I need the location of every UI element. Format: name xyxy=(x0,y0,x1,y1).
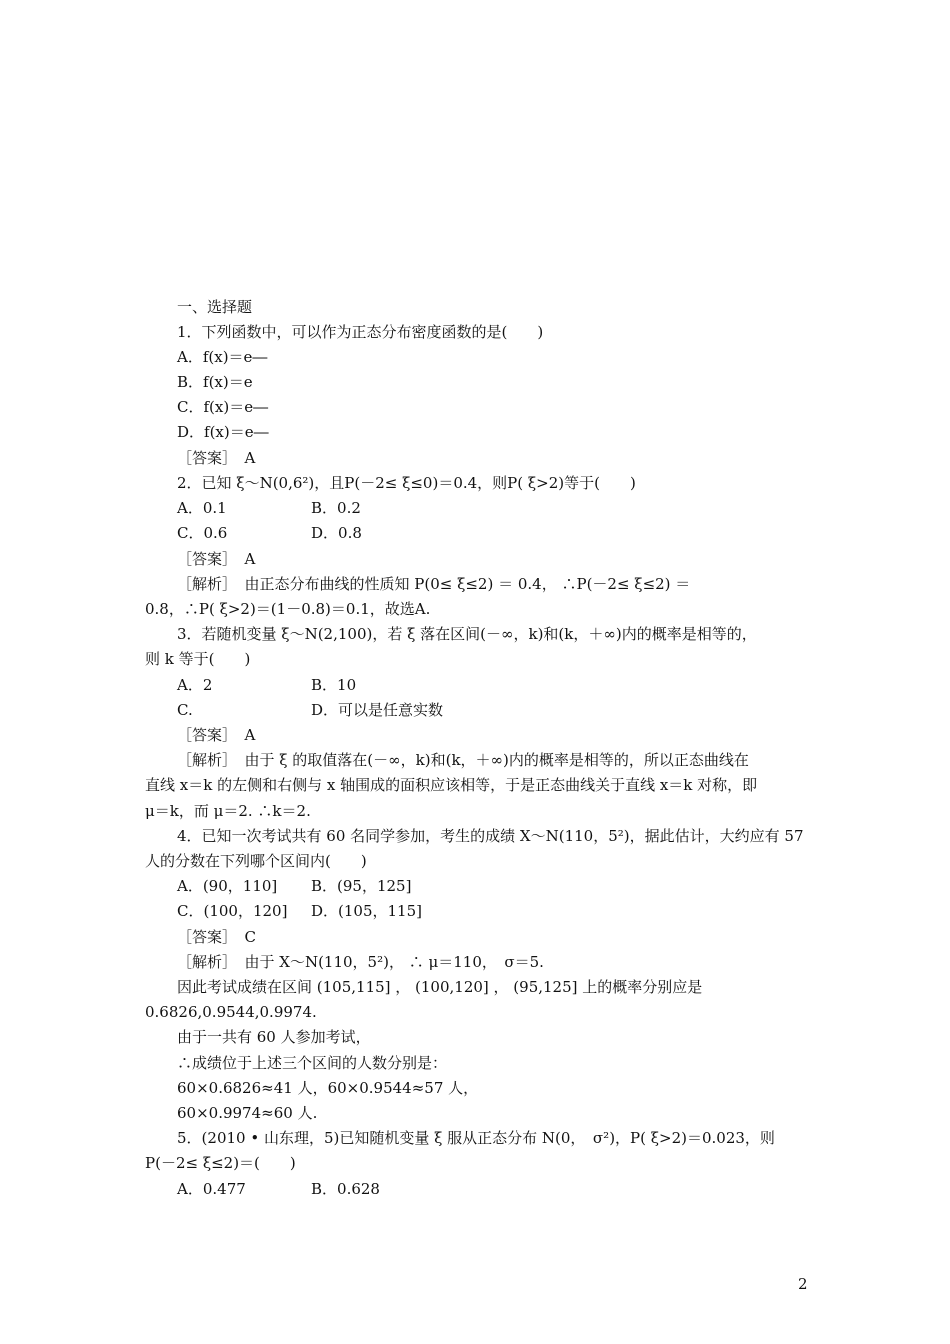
question-3-analysis-line-3: μ＝k，而 μ＝2. ∴k＝2. xyxy=(145,802,311,820)
question-3-analysis-line-1: ［解析］ 由于 ξ 的取值落在(－∞，k)和(k，＋∞)内的概率是相等的，所以正态曲线在 xyxy=(177,751,749,769)
question-2-option-d: D．0.8 xyxy=(311,524,362,542)
question-4-answer: ［答案］ C xyxy=(177,928,256,946)
question-5-stem-line-2: P(－2≤ ξ≤2)＝( ) xyxy=(145,1154,296,1172)
question-4-options-row-2 xyxy=(177,901,422,921)
question-4-analysis-line-5: ∴成绩位于上述三个区间的人数分别是： xyxy=(177,1054,448,1072)
question-2-option-a: A．0.1 xyxy=(177,499,227,517)
question-3-option-d: D．可以是任意实数 xyxy=(311,701,444,719)
question-1-stem: 1．下列函数中，可以作为正态分布密度函数的是( ) xyxy=(177,323,544,341)
question-5-stem-line-1: 5．(2010 • 山东理，5)已知随机变量 ξ 服从正态分布 N(0， σ²)，P( ξ>2)＝0.023，则 xyxy=(177,1129,775,1147)
question-2-option-b: B．0.2 xyxy=(311,499,361,517)
question-4-analysis-line-2: 因此考试成绩在区间 (105,115] ， (100,120] ， (95,125] 上的概率分别应是 xyxy=(177,978,703,996)
question-4-stem-line-1: 4．已知一次考试共有 60 名同学参加，考生的成绩 X～N(110，5²)，据此估计，大约应有 57 xyxy=(177,827,804,845)
question-5-options-row-1 xyxy=(177,1179,380,1199)
question-2-options-row-1 xyxy=(177,498,361,518)
question-3-option-a: A．2 xyxy=(177,676,213,694)
question-4-analysis-line-4: 由于一共有 60 人参加考试， xyxy=(177,1028,371,1046)
question-3-option-c: C. xyxy=(177,701,193,719)
question-5-option-b: B．0.628 xyxy=(311,1180,380,1198)
question-1-option-b: B．f(x)＝e xyxy=(177,373,253,391)
question-4-analysis-line-6: 60×0.6826≈41 人，60×0.9544≈57 人， xyxy=(177,1079,479,1097)
question-4-options-row-1 xyxy=(177,876,412,896)
question-2-stem: 2．已知 ξ～N(0,6²)，且P(－2≤ ξ≤0)＝0.4，则P( ξ>2)等于( ) xyxy=(177,474,636,492)
question-3-stem-line-1: 3．若随机变量 ξ～N(2,100)，若 ξ 落在区间(－∞，k)和(k，＋∞)内的概率是相等的， xyxy=(177,625,757,643)
question-1-option-d: D．f(x)＝e― xyxy=(177,423,269,441)
question-2-options-row-2 xyxy=(177,523,362,543)
question-4-option-b: B．(95，125] xyxy=(311,877,412,895)
question-5-option-a: A．0.477 xyxy=(177,1180,246,1198)
question-3-option-b: B．10 xyxy=(311,676,357,694)
question-1-answer: ［答案］ A xyxy=(177,449,256,467)
question-2-analysis-line-2: 0.8，∴P( ξ>2)＝(1－0.8)＝0.1，故选A. xyxy=(145,600,431,618)
question-1-option-c: C．f(x)＝e― xyxy=(177,398,269,416)
question-4-option-d: D．(105，115] xyxy=(311,902,422,920)
question-3-options-row-2 xyxy=(177,700,444,720)
question-4-stem-line-2: 人的分数在下列哪个区间内( ) xyxy=(145,852,367,870)
question-2-option-c: C．0.6 xyxy=(177,524,228,542)
question-4-analysis-line-7: 60×0.9974≈60 人. xyxy=(177,1104,318,1122)
question-3-answer: ［答案］ A xyxy=(177,726,256,744)
question-3-options-row-1 xyxy=(177,675,357,695)
section-title: 一、选择题 xyxy=(177,298,253,316)
question-2-analysis-line-1: ［解析］ 由正态分布曲线的性质知 P(0≤ ξ≤2) ＝ 0.4， ∴P(－2≤ ξ≤2) ＝ xyxy=(177,575,691,593)
question-4-option-a: A．(90，110] xyxy=(177,877,278,895)
question-1-option-a: A．f(x)＝e― xyxy=(177,348,268,366)
question-3-analysis-line-2: 直线 x＝k 的左侧和右侧与 x 轴围成的面积应该相等，于是正态曲线关于直线 x＝k 对称，即 xyxy=(145,776,758,794)
question-4-option-c: C．(100，120] xyxy=(177,902,288,920)
question-3-stem-line-2: 则 k 等于( ) xyxy=(145,650,251,668)
question-2-answer: ［答案］ A xyxy=(177,550,256,568)
page-number: 2 xyxy=(798,1275,808,1293)
question-4-analysis-line-1: ［解析］ 由于 X～N(110，5²)， ∴ μ＝110， σ＝5. xyxy=(177,953,544,971)
question-4-analysis-line-3: 0.6826,0.9544,0.9974. xyxy=(145,1003,317,1021)
